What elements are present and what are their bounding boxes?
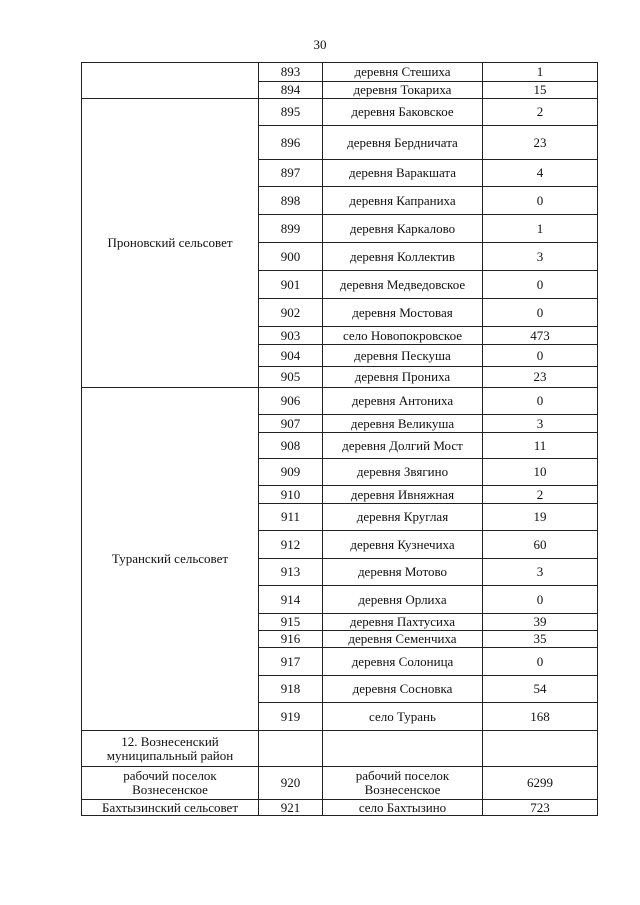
row-number: 921 — [259, 800, 323, 816]
settlement-name: деревня Варакшата — [323, 160, 483, 187]
population-value: 0 — [483, 271, 598, 299]
settlement-name: деревня Ивняжная — [323, 486, 483, 504]
settlement-name: село Новопокровское — [323, 327, 483, 345]
row-number: 900 — [259, 243, 323, 271]
settlement-name: деревня Токариха — [323, 82, 483, 99]
population-value: 15 — [483, 82, 598, 99]
row-number: 908 — [259, 433, 323, 459]
settlement-name: село Турань — [323, 703, 483, 731]
table-row — [82, 800, 598, 816]
row-number: 902 — [259, 299, 323, 327]
population-value: 11 — [483, 433, 598, 459]
population-value: 2 — [483, 486, 598, 504]
district-line-1: 12. Вознесенский — [121, 733, 219, 749]
population-value: 2 — [483, 99, 598, 126]
settlement-name: деревня Стешиха — [323, 63, 483, 82]
row-number: 899 — [259, 215, 323, 243]
row-number: 913 — [259, 559, 323, 586]
council-name — [82, 63, 259, 99]
table-row — [82, 388, 598, 415]
population-value: 1 — [483, 63, 598, 82]
settlement-name: деревня Капраниха — [323, 187, 483, 215]
row-number: 912 — [259, 531, 323, 559]
table-row — [82, 63, 598, 82]
population-value: 723 — [483, 800, 598, 816]
table-row — [82, 767, 598, 800]
population-value: 54 — [483, 676, 598, 703]
page-number: 30 — [313, 37, 327, 52]
population-value: 0 — [483, 388, 598, 415]
row-number: 901 — [259, 271, 323, 299]
name-line-1: рабочий поселок — [355, 768, 450, 783]
row-number: 893 — [259, 63, 323, 82]
settlement-name: деревня Сосновка — [323, 676, 483, 703]
empty-cell — [483, 731, 598, 767]
population-value: 0 — [483, 187, 598, 215]
row-number: 907 — [259, 415, 323, 433]
district-line-2: муниципальный район — [106, 747, 234, 763]
settlement-name: деревня Коллектив — [323, 243, 483, 271]
row-number: 918 — [259, 676, 323, 703]
row-number: 906 — [259, 388, 323, 415]
population-value: 3 — [483, 559, 598, 586]
population-value: 1 — [483, 215, 598, 243]
population-value: 19 — [483, 504, 598, 531]
label-line-2: Вознесенское — [132, 782, 208, 797]
settlements-table — [81, 62, 598, 816]
settlement-name: деревня Орлиха — [323, 586, 483, 614]
council-name: Бахтызинский сельсовет — [82, 800, 259, 816]
council-name: Туранский сельсовет — [82, 388, 259, 731]
population-value: 35 — [483, 631, 598, 648]
table-body — [82, 63, 598, 816]
population-value: 39 — [483, 614, 598, 631]
row-number: 920 — [259, 767, 323, 800]
row-number: 910 — [259, 486, 323, 504]
row-number: 919 — [259, 703, 323, 731]
council-name: Проновский сельсовет — [82, 99, 259, 388]
name-line-2: Вознесенское — [364, 782, 441, 797]
row-number: 914 — [259, 586, 323, 614]
settlement-name: деревня Кузнечиха — [323, 531, 483, 559]
population-value: 168 — [483, 703, 598, 731]
settlement-name: деревня Каркалово — [323, 215, 483, 243]
row-number: 911 — [259, 504, 323, 531]
district-row — [82, 731, 598, 767]
settlement-name: деревня Семенчиха — [323, 631, 483, 648]
row-number: 897 — [259, 160, 323, 187]
row-number: 898 — [259, 187, 323, 215]
settlement-name: деревня Медведовское — [323, 271, 483, 299]
settlement-name: деревня Прониха — [323, 367, 483, 388]
empty-cell — [323, 731, 483, 767]
population-value: 0 — [483, 586, 598, 614]
settlement-name: деревня Бердничата — [323, 126, 483, 160]
settlement-name: деревня Долгий Мост — [323, 433, 483, 459]
label-line-1: рабочий поселок — [123, 768, 217, 783]
empty-cell — [259, 731, 323, 767]
population-value: 10 — [483, 459, 598, 486]
population-value: 473 — [483, 327, 598, 345]
population-value: 60 — [483, 531, 598, 559]
table-row — [82, 99, 598, 126]
settlement-name: деревня Пескуша — [323, 345, 483, 367]
settlement-name: село Бахтызино — [323, 800, 483, 816]
population-value: 0 — [483, 648, 598, 676]
row-number: 903 — [259, 327, 323, 345]
population-value: 23 — [483, 367, 598, 388]
settlement-name: деревня Солоница — [323, 648, 483, 676]
population-value: 4 — [483, 160, 598, 187]
settlement-name: деревня Великуша — [323, 415, 483, 433]
settlement-name: деревня Баковское — [323, 99, 483, 126]
row-number: 896 — [259, 126, 323, 160]
row-number: 915 — [259, 614, 323, 631]
population-value: 23 — [483, 126, 598, 160]
population-value: 0 — [483, 299, 598, 327]
population-value: 3 — [483, 243, 598, 271]
settlement-name: деревня Звягино — [323, 459, 483, 486]
settlement-name: деревня Пахтусиха — [323, 614, 483, 631]
council-name — [82, 767, 259, 800]
settlement-name: деревня Антониха — [323, 388, 483, 415]
row-number: 894 — [259, 82, 323, 99]
settlement-name: деревня Мотово — [323, 559, 483, 586]
row-number: 895 — [259, 99, 323, 126]
population-value: 3 — [483, 415, 598, 433]
row-number: 916 — [259, 631, 323, 648]
population-value: 0 — [483, 345, 598, 367]
settlement-name — [323, 767, 483, 800]
settlement-name: деревня Круглая — [323, 504, 483, 531]
district-name — [82, 731, 259, 767]
settlement-name: деревня Мостовая — [323, 299, 483, 327]
population-value: 6299 — [483, 767, 598, 800]
row-number: 904 — [259, 345, 323, 367]
row-number: 905 — [259, 367, 323, 388]
row-number: 917 — [259, 648, 323, 676]
row-number: 909 — [259, 459, 323, 486]
